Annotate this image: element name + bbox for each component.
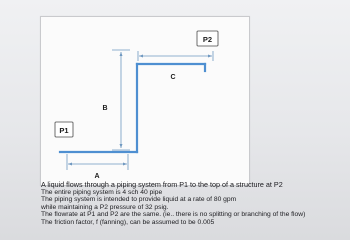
dimension-a-label: A <box>94 173 100 180</box>
p1-label-group <box>55 122 73 137</box>
p1-label: P1 <box>59 126 69 135</box>
problem-line-5: The flowrate at P1 and P2 are the same. (ie.. there is no splitting or branching of the flow) <box>41 211 306 218</box>
p2-label-group <box>197 31 218 46</box>
p2-label: P2 <box>202 35 213 44</box>
dimension-a-arrow-right <box>123 163 127 166</box>
dimension-c-label: C <box>170 74 176 81</box>
problem-line-4: while maintaining a P2 pressure of 32 psig. <box>41 203 169 211</box>
pipe <box>60 64 205 152</box>
problem-line-2: The entire piping system is 4 sch 40 pipe <box>41 188 163 196</box>
problem-line-1: A liquid flows through a piping system from P1 to the top of a structure at P2 <box>41 180 283 189</box>
dimension-b-arrow-bottom <box>120 144 123 148</box>
dimension-c-arrow-left <box>139 55 143 58</box>
problem-statement <box>0 181 350 226</box>
dimension-b-arrow-top <box>120 52 123 56</box>
dimension-b-label: B <box>102 105 108 112</box>
dimension-c-arrow-right <box>208 55 212 58</box>
dimension-a-arrow-left <box>68 163 72 166</box>
dimension-b <box>112 50 130 150</box>
dimension-a <box>67 154 128 170</box>
dimension-c <box>138 51 213 61</box>
problem-line-3: The piping system is intended to provide liquid at a rate of 80 gpm <box>41 196 237 203</box>
problem-line-6: The friction factor, f (fanning), can be assumed to be 0.005 <box>41 218 215 226</box>
